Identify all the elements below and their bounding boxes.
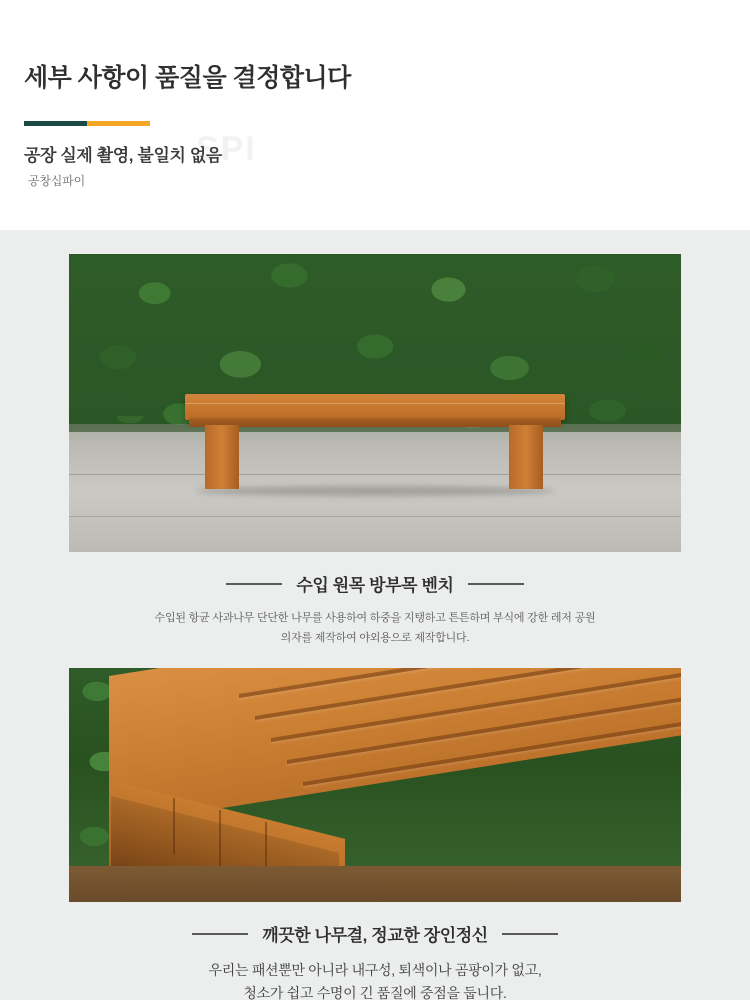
caption-heading-row-1: [0, 552, 750, 596]
header-section: [0, 0, 750, 230]
caption-body-2-line-1: 우리는 패션뿐만 아니라 내구성, 퇴색이나 곰팡이가 없고,: [208, 962, 542, 978]
accent-rule-dark: [24, 121, 87, 126]
caption-body-1: [0, 608, 750, 648]
content-block-1: [0, 254, 750, 648]
bench-apron: [189, 418, 561, 427]
caption-body-2: [0, 959, 750, 1000]
caption-rule-right-icon: [502, 933, 558, 935]
caption-body-1-line-1: 수입된 항균 사과나무 단단한 나무를 사용하여 하중을 지탱하고 튼튼하며 부식에 강한 레저 공원: [154, 612, 596, 624]
caption-block-2: [0, 902, 750, 1000]
accent-rule: [24, 121, 150, 126]
caption-heading-2: 깨끗한 나무결, 정교한 장인정신: [262, 926, 488, 945]
joint-groove-1: [173, 798, 175, 854]
caption-body-1-line-2: 의자를 제작하여 야외용으로 제작합니다.: [280, 632, 470, 644]
brand-label: 공창십파이: [28, 174, 85, 188]
content-section: [0, 230, 750, 1000]
bench-leg-left: [205, 425, 239, 489]
bench-in-garden-photo: [69, 254, 681, 552]
caption-rule-left-icon: [192, 933, 248, 935]
caption-heading-row-2: [0, 902, 750, 946]
content-block-2: [0, 668, 750, 1000]
bench-seat: [185, 394, 565, 420]
caption-rule-right-icon: [468, 583, 524, 585]
pavement-ground: [69, 440, 681, 552]
watermark-text: SPI: [196, 130, 257, 168]
page-title: 세부 사항이 품질을 결정합니다: [24, 64, 351, 92]
bench-leg-right: [509, 425, 543, 489]
header-subtitle: 공장 실제 촬영, 불일치 없음: [24, 146, 222, 165]
caption-rule-left-icon: [226, 583, 282, 585]
joint-groove-2: [219, 810, 221, 866]
accent-rule-amber: [87, 121, 150, 126]
caption-body-2-line-2: 청소가 쉽고 수명이 긴 품질에 중점을 둡니다.: [243, 985, 507, 1000]
caption-block-1: [0, 552, 750, 648]
bench-shadow: [195, 486, 555, 496]
caption-heading-1: 수입 원목 방부목 벤치: [296, 576, 454, 595]
closeup-ground: [69, 866, 681, 902]
bench-closeup-photo: [69, 668, 681, 902]
